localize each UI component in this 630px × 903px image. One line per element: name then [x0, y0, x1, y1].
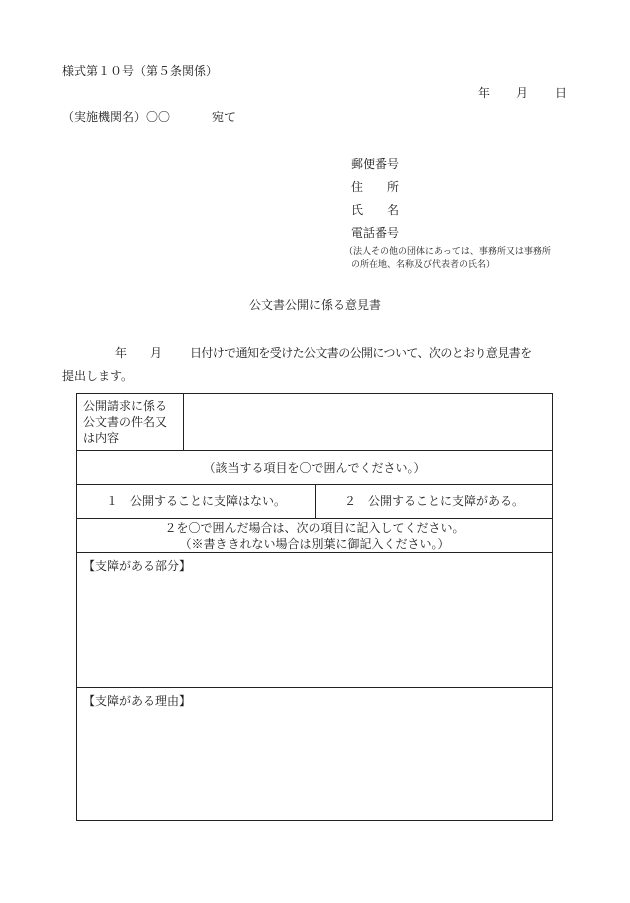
date-year-label: 年 [478, 86, 491, 100]
document-title: 公文書公開に係る意見書 [248, 298, 381, 312]
postal-code-label: 郵便番号 [351, 157, 400, 171]
address-label: 住 所 [351, 180, 400, 194]
row-divider [77, 687, 552, 688]
corporate-note-line2: の所在地、名称及び代表者の氏名） [351, 260, 496, 270]
addressee: （実施機関名）〇〇 [62, 110, 171, 124]
subject-label-line3: は内容 [83, 431, 120, 445]
row-divider [77, 450, 552, 451]
row-divider [77, 518, 552, 519]
opinion-form-table [76, 393, 553, 821]
addressee-suffix: 宛て [212, 110, 237, 124]
circle-instruction: （該当する項目を〇で囲んでください。） [203, 461, 426, 475]
option-has-obstacle[interactable]: ２ 公開することに支障がある。 [343, 494, 524, 508]
subject-value-field[interactable] [189, 398, 546, 446]
fill-note-line1: ２を〇で囲んだ場合は、次の項目に記入してください。 [164, 521, 465, 535]
body-month-label: 月 [150, 346, 163, 360]
obstacle-reason-heading: 【支障がある理由】 [83, 694, 192, 708]
body-text-line1: 日付けで通知を受けた公文書の公開について、次のとおり意見書を [190, 346, 532, 360]
body-year-label: 年 [115, 346, 128, 360]
fill-note-line2: （※書ききれない場合は別葉に御記入ください。） [179, 537, 450, 551]
corporate-note-line1: （法人その他の団体にあっては、事務所又は事務所 [344, 247, 551, 257]
obstacle-part-heading: 【支障がある部分】 [83, 559, 192, 573]
obstacle-reason-field[interactable] [83, 711, 546, 815]
obstacle-part-field[interactable] [83, 576, 546, 684]
name-label: 氏 名 [351, 203, 400, 217]
subject-divider [183, 394, 184, 450]
row-divider [77, 552, 552, 553]
option-no-obstacle[interactable]: １ 公開することに支障はない。 [105, 494, 286, 508]
date-month-label: 月 [516, 86, 529, 100]
date-day-label: 日 [555, 86, 568, 100]
subject-label-line2: 公文書の件名又 [83, 415, 168, 429]
form-number: 様式第１０号（第５条関係） [62, 64, 219, 78]
phone-label: 電話番号 [351, 226, 400, 240]
body-text-line2: 提出します。 [62, 369, 134, 383]
subject-label-line1: 公開請求に係る [83, 399, 168, 413]
